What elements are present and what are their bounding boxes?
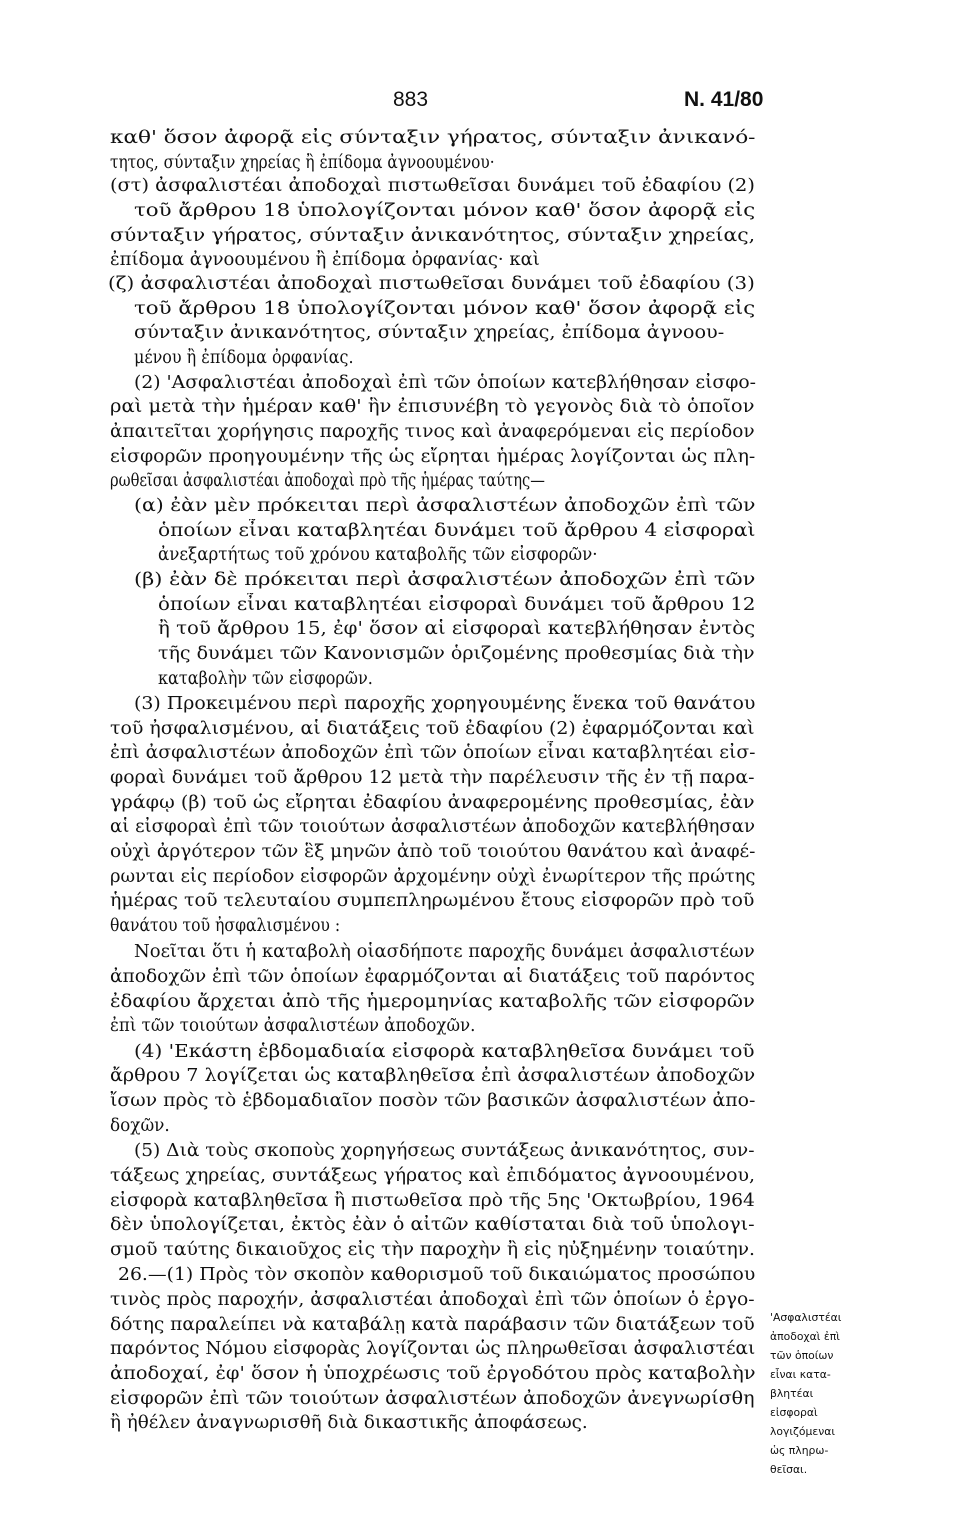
text-line: ἐδαφίου ἄρχεται ἀπὸ τῆς ἡμερομηνίας καταβολῆς τῶν εἰσφορῶν: [110, 991, 755, 1012]
text-line: ἄρθρου 7 λογίζεται ὡς καταβληθεῖσα ἐπὶ ἀσφαλιστέων ἀποδοχῶν: [110, 1066, 756, 1087]
text-line: τοῦ ἠσφαλισμένου, αἱ διατάξεις τοῦ ἐδαφίου (2) ἐφαρμόζονται καὶ: [110, 718, 755, 739]
text-line: τοῦ ἄρθρου 18 ὑπολογίζονται μόνον καθ' ὅσον ἀφορᾷ εἰς: [134, 201, 756, 222]
text-line: εἰσφορῶν προηγουμένην τῆς ὡς εἴρηται ἡμέρας λογίζονται ὡς πλη-: [110, 446, 756, 467]
text-line: αἱ εἰσφοραὶ ἐπὶ τῶν τοιούτων ἀσφαλιστέων ἀποδοχῶν κατεβλήθησαν: [110, 817, 755, 838]
margin-note-line: θεῖσαι.: [770, 1463, 808, 1476]
text-line: (3) Προκειμένου περὶ παροχῆς χορηγουμένης ἕνεκα τοῦ θανάτου: [134, 694, 756, 715]
text-line: φοραὶ δυνάμει τοῦ ἄρθρου 12 μετὰ τὴν παρέλευσιν τῆς ἐν τῇ παρα-: [110, 768, 755, 789]
text-line: (στ) ἀσφαλιστέαι ἀποδοχαὶ πιστωθεῖσαι δυνάμει τοῦ ἐδαφίου (2): [110, 176, 755, 197]
text-line: μένου ἢ ἐπίδομα ὀρφανίας.: [134, 348, 354, 369]
margin-note-line: τῶν ὁποίων: [770, 1349, 834, 1362]
text-line: Νοεῖται ὅτι ἡ καταβολὴ οἱασδήποτε παροχῆς δυνάμει ἀσφαλιστέων: [134, 942, 755, 963]
margin-note-line: ἀποδοχαὶ ἐπὶ: [770, 1330, 840, 1343]
text-line: 26.—(1) Πρὸς τὸν σκοπὸν καθορισμοῦ τοῦ δικαιώματος προσώπου: [118, 1265, 756, 1286]
text-line: ἀποδοχαί, ἐφ' ὅσον ἡ ὑποχρέωσις τοῦ ἐργοδότου πρὸς καταβολὴν: [110, 1363, 756, 1384]
text-line: τοῦ ἄρθρου 18 ὑπολογίζονται μόνον καθ' ὅσον ἀφορᾷ εἰς: [134, 298, 756, 319]
text-line: σύνταξιν γήρατος, σύνταξιν ἀνικανότητος, σύνταξιν χηρείας,: [110, 225, 756, 246]
text-line: ὁποίων εἶναι καταβλητέαι δυνάμει τοῦ ἄρθρου 4 εἰσφοραὶ: [158, 520, 756, 541]
text-line: ἐπίδομα ἀγνοουμένου ἢ ἐπίδομα ὀρφανίας· καὶ: [110, 250, 540, 271]
text-line: (5) Διὰ τοὺς σκοποὺς χορηγήσεως συντάξεως ἀνικανότητος, συν-: [134, 1141, 755, 1162]
text-line: σμοῦ ταύτης δικαιοῦχος εἰς τὴν παροχὴν ἢ εἰς ηὐξημένην τοιαύτην.: [110, 1239, 755, 1260]
text-line: δοχῶν.: [110, 1115, 170, 1136]
text-line: εἰσφορῶν ἐπὶ τῶν τοιούτων ἀσφαλιστέων ἀποδοχῶν ἀνεγνωρίσθη: [110, 1388, 755, 1409]
law-reference: N. 41/80: [684, 88, 764, 111]
page-number: 883: [393, 88, 429, 111]
margin-note-line: ὡς πληρω-: [770, 1444, 829, 1457]
text-line: (ζ) ἀσφαλιστέαι ἀποδοχαὶ πιστωθεῖσαι δυνάμει τοῦ ἐδαφίου (3): [108, 274, 755, 295]
text-line: ἴσων πρὸς τὸ ἑβδομαδιαῖον ποσὸν τῶν βασικῶν ἀσφαλιστέων ἀπο-: [110, 1091, 756, 1112]
text-line: (4) 'Εκάστη ἑβδομαδιαία εἰσφορὰ καταβληθεῖσα δυνάμει τοῦ: [134, 1041, 755, 1062]
text-line: ἢ ἠθέλεν ἀναγνωρισθῆ διὰ δικαστικῆς ἀποφάσεως.: [110, 1413, 588, 1434]
text-line: τῆς δυνάμει τῶν Κανονισμῶν ὁριζομένης προθεσμίας διὰ τὴν: [158, 643, 755, 664]
text-line: θανάτου τοῦ ἠσφαλισμένου :: [110, 915, 341, 936]
text-line: παρόντος Νόμου εἰσφορὰς λογίζονται ὡς πληρωθεῖσαι ἀσφαλιστέαι: [110, 1339, 756, 1360]
margin-note-line: εἰσφοραὶ: [770, 1406, 818, 1419]
text-line: ἀπαιτεῖται χορήγησις παροχῆς τινος καὶ ἀναφερόμεναι εἰς περίοδον: [110, 422, 755, 443]
text-line: δότης παραλείπει νὰ καταβάλῃ κατὰ παράβασιν τῶν διατάξεων τοῦ: [110, 1314, 755, 1335]
margin-note-line: λογιζόμεναι: [770, 1425, 836, 1438]
margin-note-line: 'Ασφαλιστέαι: [770, 1311, 842, 1324]
text-line: ἡμέρας τοῦ τελευταίου συμπεπληρωμένου ἔτους εἰσφορῶν πρὸ τοῦ: [110, 891, 755, 912]
text-line: ἐπὶ τῶν τοιούτων ἀσφαλιστέων ἀποδοχῶν.: [110, 1016, 476, 1037]
text-line: ἐπὶ ἀσφαλιστέων ἀποδοχῶν ἐπὶ τῶν ὁποίων εἶναι καταβλητέαι εἰσ-: [110, 743, 756, 764]
text-line: καθ' ὅσον ἀφορᾷ εἰς σύνταξιν γήρατος, σύνταξιν ἀνικανό-: [110, 128, 756, 148]
text-line: ἀποδοχῶν ἐπὶ τῶν ὁποίων ἐφαρμόζονται αἱ διατάξεις τοῦ παρόντος: [110, 966, 755, 987]
text-line: τινὸς πρὸς παροχήν, ἀσφαλιστέαι ἀποδοχαὶ ἐπὶ τῶν ὁποίων ὁ ἐργο-: [110, 1289, 755, 1310]
text-line: ἀνεξαρτήτως τοῦ χρόνου καταβολῆς τῶν εἰσφορῶν·: [158, 545, 598, 566]
text-line: τάξεως χηρείας, συντάξεως γήρατος καὶ ἐπιδόματος ἀγνοουμένου,: [110, 1165, 756, 1186]
text-line: οὐχὶ ἀργότερον τῶν ἓξ μηνῶν ἀπὸ τοῦ τοιούτου θανάτου καὶ ἀναφέ-: [110, 842, 756, 862]
text-line: (β) ἐὰν δὲ πρόκειται περὶ ἀσφαλιστέων ἀποδοχῶν ἐπὶ τῶν: [134, 570, 756, 590]
text-line: ἢ τοῦ ἄρθρου 15, ἐφ' ὅσον αἱ εἰσφοραὶ κατεβλήθησαν ἐντὸς: [158, 619, 756, 640]
margin-note-line: βλητέαι: [770, 1387, 814, 1400]
text-line: σύνταξιν ἀνικανότητος, σύνταξιν χηρείας, ἐπίδομα ἀγνοου-: [134, 322, 725, 343]
text-line: ραὶ μετὰ τὴν ἡμέραν καθ' ἣν ἐπισυνέβη τὸ γεγονὸς διὰ τὸ ὁποῖον: [110, 397, 755, 418]
text-line: (α) ἐὰν μὲν πρόκειται περὶ ἀσφαλιστέων ἀποδοχῶν ἐπὶ τῶν: [134, 496, 756, 517]
text-line: δὲν ὑπολογίζεται, ἐκτὸς ἐὰν ὁ αἰτῶν καθίσταται διὰ τοῦ ὑπολογι-: [110, 1215, 755, 1236]
text-line: (2) 'Ασφαλιστέαι ἀποδοχαὶ ἐπὶ τῶν ὁποίων κατεβλήθησαν εἰσφο-: [134, 372, 756, 393]
text-line: γράφῳ (β) τοῦ ὡς εἴρηται ἐδαφίου ἀναφερομένης προθεσμίας, ἐὰν: [110, 792, 755, 813]
text-line: τητος, σύνταξιν χηρείας ἢ ἐπίδομα ἀγνοουμένου·: [110, 152, 495, 173]
text-line: ρωνται εἰς περίοδον εἰσφορῶν ἀρχομένην οὐχὶ ἐνωρίτερον τῆς πρώτης: [110, 866, 756, 887]
text-line: ρωθεῖσαι ἀσφαλιστέαι ἀποδοχαὶ πρὸ τῆς ἡμέρας ταύτης—: [110, 471, 545, 492]
text-line: εἰσφορὰ καταβληθεῖσα ἢ πιστωθεῖσα πρὸ τῆς 5ης 'Οκτωβρίου, 1964: [110, 1190, 755, 1211]
text-line: καταβολὴν τῶν εἰσφορῶν.: [158, 668, 373, 689]
margin-note-line: εἶναι κατα-: [770, 1368, 831, 1381]
text-line: ὁποίων εἶναι καταβλητέαι εἰσφοραὶ δυνάμει τοῦ ἄρθρου 12: [158, 594, 756, 615]
